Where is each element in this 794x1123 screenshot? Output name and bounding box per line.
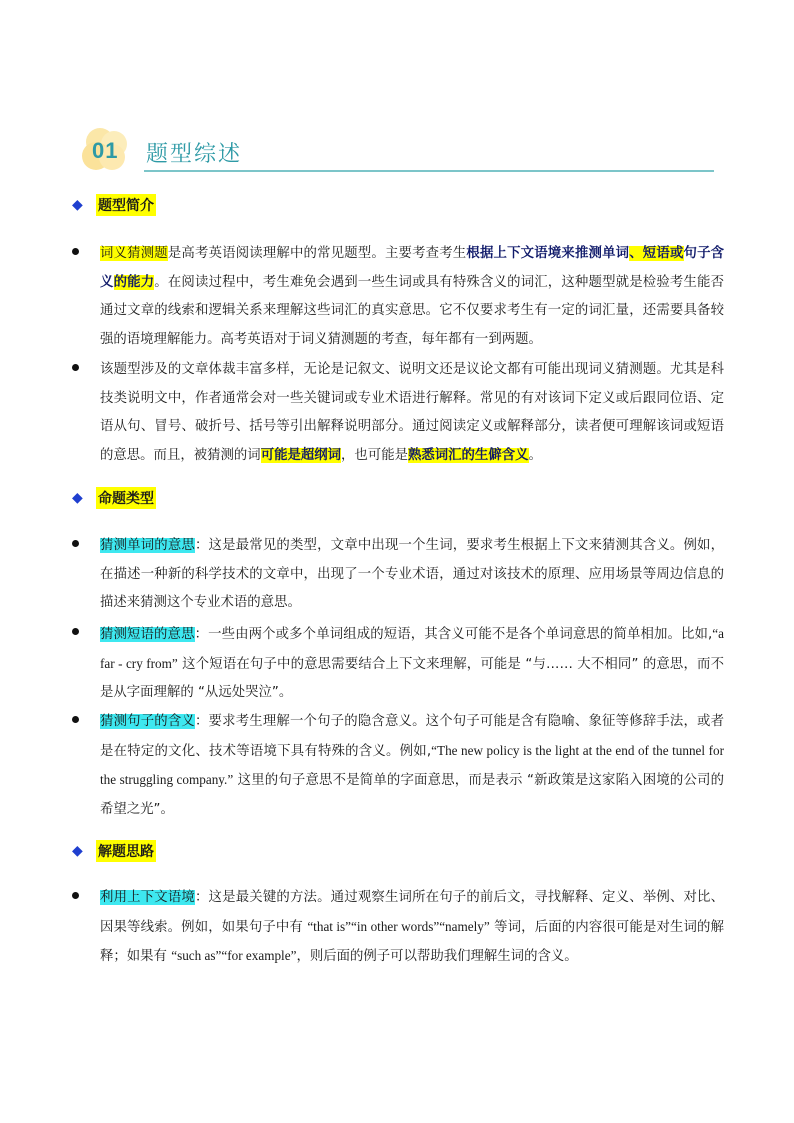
paragraph bbox=[100, 240, 724, 354]
subheading-text: 命题类型 bbox=[96, 487, 156, 509]
highlight-term: 猜测短语的意思 bbox=[100, 627, 195, 642]
text: ：这是最关键的方法。通过观察生词所在句子的前后文，寻找解释、定义、举例、对比、因果等线索。例如，如果句子中有 bbox=[100, 890, 724, 935]
bullet-icon bbox=[72, 364, 79, 371]
section-header bbox=[78, 122, 714, 174]
text: 。在阅读过程中，考生难免会遇到一些生词或具有特殊含义的词汇，这种题型就是检验考生能否通过文章的线索和逻辑关系来理解这些词汇的真实意思。它不仅要求考生有一定的词汇量，还需要具备较强的语境理解能力。高考英语对于词义猜测题的考查，每年都有一到两题。 bbox=[100, 274, 725, 347]
english-quote: “The new policy is the light at the end of the tunnel for the struggling company.” bbox=[100, 742, 724, 787]
paragraph bbox=[100, 884, 724, 972]
bold-highlight: 熟悉词汇的生僻含义 bbox=[407, 447, 529, 463]
section-title: 题型综述 bbox=[146, 142, 243, 167]
list-item bbox=[72, 532, 724, 618]
diamond-icon: ◆ bbox=[72, 197, 83, 213]
text: 该题型涉及的文章体裁丰富多样，无论是记叙文、说明文还是议论文都有可能出现词义猜测题。尤其是科技类说明文中，作者通常会对一些关键词或专业术语进行解释。常见的有对该词下定义或后跟同位语、定语从句、冒号、破折号、括号等引出解释说明部分。通过阅读定义或解释部分，读者便可理解该词或短语的意思。而且，被猜测的词 bbox=[100, 362, 724, 463]
text: ：一些由两个或多个单词组成的短语，其含义可能不是各个单词意思的简单相加。比如, bbox=[194, 627, 713, 642]
bullet-icon bbox=[72, 628, 79, 635]
bold-highlight: 可能是超纲词 bbox=[260, 447, 342, 463]
subheading-approach bbox=[72, 839, 156, 863]
paragraph bbox=[100, 356, 724, 470]
list-item bbox=[72, 884, 724, 972]
diamond-icon: ◆ bbox=[72, 843, 83, 859]
bullet-icon bbox=[72, 716, 79, 723]
section-number: 01 bbox=[92, 138, 119, 163]
text: 这个短语在句子中的意思需要结合上下文来理解，可能是 “与…… 大不相同” 的意思，而不是从字面理解的 “从远处哭泣”。 bbox=[100, 656, 724, 700]
subheading-text: 题型简介 bbox=[96, 194, 156, 216]
text: 是高考英语阅读理解中的常见题型。主要考查考生 bbox=[167, 246, 467, 261]
bullet-icon bbox=[72, 248, 79, 255]
bullet-icon bbox=[72, 892, 79, 899]
highlight-term: 猜测句子的含义 bbox=[100, 714, 195, 729]
bold-text: 根据上下文语境来推测单词 bbox=[466, 246, 630, 261]
text: ，也可能是 bbox=[341, 447, 408, 463]
subheading-text: 解题思路 bbox=[96, 840, 156, 862]
diamond-icon: ◆ bbox=[72, 490, 83, 506]
subheading-intro bbox=[72, 193, 156, 217]
paragraph bbox=[100, 620, 724, 708]
list-item bbox=[72, 620, 724, 708]
list-item bbox=[72, 356, 724, 470]
bullet-icon bbox=[72, 540, 79, 547]
paragraph bbox=[100, 532, 724, 618]
text: 这里的句子意思不是简单的字面意思，而是表示 “新政策是这家陷入困境的公司的希望之光”。 bbox=[100, 773, 724, 817]
bold-highlight: 的能力 bbox=[113, 274, 155, 290]
text: ：这是最常见的类型，文章中出现一个生词，要求考生根据上下文来猜测其含义。例如，在描述一种新的科学技术的文章中，出现了一个专业术语，通过对该技术的原理、应用场景等周边信息的描述来猜测这个专业术语的意思。 bbox=[100, 538, 724, 610]
text: ：要求考生理解一个句子的隐含意义。这个句子可能是含有隐喻、象征等修辞手法，或者是在特定的文化、技术等语境下具有特殊的含义。例如, bbox=[100, 714, 724, 759]
list-item bbox=[72, 240, 724, 354]
english-quote: “a far - cry from” bbox=[100, 626, 725, 671]
english-quote: “that is”“in other words”“namely” bbox=[307, 918, 490, 934]
subheading-types bbox=[72, 486, 156, 510]
highlight-term: 词义猜测题 bbox=[100, 246, 168, 261]
text: ，则后面的例子可以帮助我们理解生词的含义。 bbox=[296, 949, 578, 964]
text: 。 bbox=[528, 447, 542, 463]
section-divider bbox=[144, 170, 714, 172]
bold-highlight: 、短语或 bbox=[629, 246, 684, 261]
list-item bbox=[72, 708, 724, 824]
highlight-term: 猜测单词的意思 bbox=[100, 538, 195, 553]
english-quote: “such as”“for example” bbox=[171, 948, 297, 963]
paragraph bbox=[100, 708, 724, 824]
highlight-term: 利用上下文语境 bbox=[100, 890, 195, 905]
text: 等词，后面的内容很可能是对生词的解释；如果有 bbox=[100, 919, 724, 964]
bold-text: 句子含义 bbox=[100, 246, 725, 290]
